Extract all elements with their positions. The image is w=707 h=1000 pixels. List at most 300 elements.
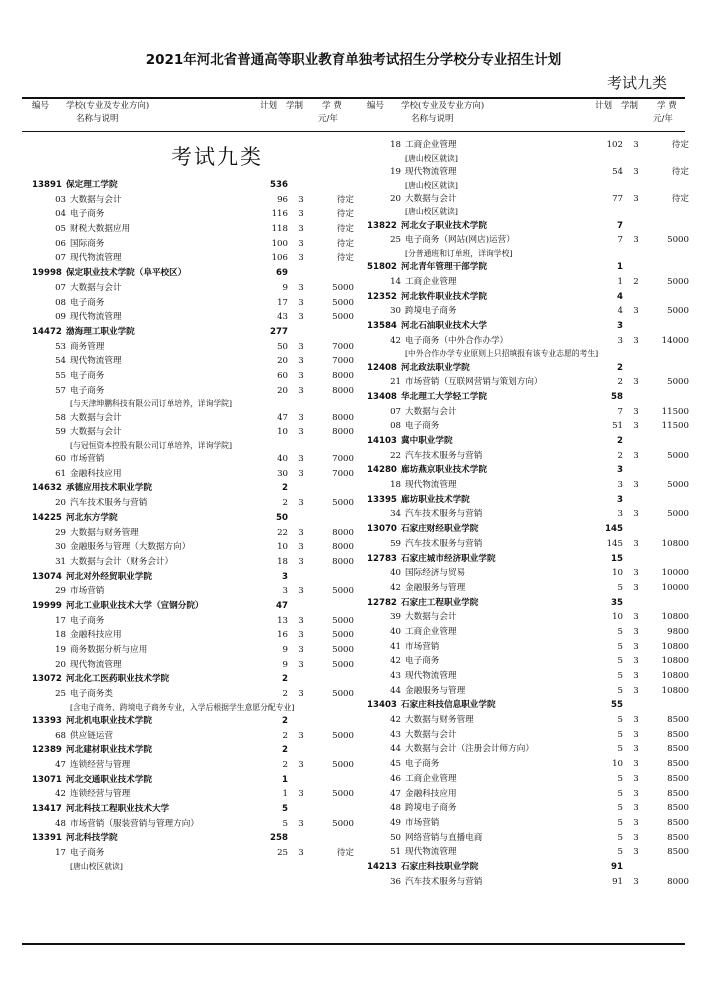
school-row bbox=[22, 831, 352, 846]
school-code: 14103 bbox=[367, 436, 397, 447]
school-row bbox=[22, 481, 352, 496]
plan-count: 2 bbox=[282, 745, 288, 756]
major-row bbox=[357, 334, 687, 349]
major-code: 45 bbox=[390, 759, 401, 770]
major-code: 58 bbox=[55, 412, 66, 423]
plan-count: 25 bbox=[277, 848, 288, 859]
plan-count: 3 bbox=[282, 571, 288, 582]
major-code: 07 bbox=[390, 406, 401, 417]
tuition-fee: 10800 bbox=[661, 612, 689, 623]
school-code: 12783 bbox=[367, 553, 397, 564]
major-name: 网络营销与直播电商 bbox=[405, 832, 483, 843]
major-note: [与天津坤鹏科技有限公司订单培养，详询学院] bbox=[70, 399, 233, 409]
school-row bbox=[357, 260, 687, 275]
school-code: 19999 bbox=[32, 600, 62, 611]
major-name: 现代物流管理 bbox=[405, 166, 457, 177]
plan-count: 15 bbox=[611, 553, 623, 564]
tuition-fee: 8500 bbox=[667, 759, 689, 770]
school-name: 河北政法职业学院 bbox=[401, 362, 470, 373]
plan-count: 7 bbox=[617, 220, 623, 231]
major-note: [分普通班和订单班，详询学校] bbox=[405, 249, 513, 259]
plan-count: 1 bbox=[282, 774, 288, 785]
major-row bbox=[357, 801, 687, 816]
major-code: 03 bbox=[55, 194, 66, 205]
major-name: 大数据与会计 bbox=[70, 194, 122, 205]
major-name: 电子商务 bbox=[405, 759, 440, 770]
school-name: 河北科技学院 bbox=[66, 833, 118, 844]
major-note: [唐山校区就读] bbox=[405, 207, 458, 217]
plan-count: 60 bbox=[277, 370, 288, 381]
major-row bbox=[357, 507, 687, 522]
school-row bbox=[22, 570, 352, 585]
plan-count: 5 bbox=[617, 744, 623, 755]
major-name: 跨境电子商务 bbox=[405, 803, 457, 814]
major-name: 现代物流管理 bbox=[70, 312, 122, 323]
major-code: 55 bbox=[55, 370, 66, 381]
header-years: 学制 bbox=[286, 101, 304, 111]
study-years: 3 bbox=[298, 630, 304, 641]
major-row bbox=[357, 625, 687, 640]
school-row bbox=[22, 773, 352, 788]
study-years: 3 bbox=[298, 253, 304, 264]
major-code: 20 bbox=[390, 193, 401, 204]
header-plan: 计划 bbox=[595, 101, 613, 111]
plan-count: 54 bbox=[612, 166, 623, 177]
major-code: 18 bbox=[390, 140, 401, 150]
study-years: 3 bbox=[633, 729, 639, 740]
major-name: 大数据与会计（注册会计师方向） bbox=[405, 744, 534, 755]
school-code: 13822 bbox=[367, 220, 397, 231]
study-years: 3 bbox=[298, 412, 304, 423]
major-row bbox=[22, 628, 352, 643]
study-years: 3 bbox=[298, 427, 304, 438]
major-row bbox=[357, 742, 687, 757]
major-row bbox=[22, 281, 352, 296]
major-row bbox=[22, 817, 352, 832]
major-code: 42 bbox=[55, 789, 66, 800]
major-row bbox=[22, 526, 352, 541]
plan-count: 77 bbox=[612, 193, 623, 204]
major-name: 大数据与会计 bbox=[70, 427, 122, 438]
major-row bbox=[22, 758, 352, 773]
plan-count: 3 bbox=[617, 509, 623, 520]
major-row bbox=[22, 467, 352, 482]
major-name: 电子商务 bbox=[70, 615, 105, 626]
major-code: 06 bbox=[55, 238, 66, 249]
major-name: 汽车技术服务与营销 bbox=[70, 498, 148, 509]
major-row bbox=[357, 772, 687, 787]
plan-count: 106 bbox=[271, 253, 288, 264]
school-code: 12352 bbox=[367, 291, 397, 302]
study-years: 3 bbox=[298, 542, 304, 553]
right-column-body bbox=[357, 138, 687, 889]
major-row bbox=[357, 566, 687, 581]
school-name: 河北对外经贸职业学院 bbox=[66, 571, 152, 582]
major-name: 市场营销 bbox=[405, 817, 440, 828]
header-fee: 学 费 bbox=[657, 101, 677, 111]
school-row bbox=[357, 698, 687, 713]
major-name: 连锁经营与管理 bbox=[70, 789, 131, 800]
major-code: 19 bbox=[55, 645, 66, 656]
school-row bbox=[22, 511, 352, 526]
major-code: 54 bbox=[55, 356, 66, 367]
study-years: 3 bbox=[298, 645, 304, 656]
major-row bbox=[22, 643, 352, 658]
plan-count: 5 bbox=[617, 788, 623, 799]
study-years: 3 bbox=[633, 480, 639, 491]
tuition-fee: 7000 bbox=[332, 468, 354, 479]
tuition-fee: 8500 bbox=[667, 729, 689, 740]
major-code: 20 bbox=[55, 659, 66, 670]
major-name: 电子商务类 bbox=[70, 689, 113, 700]
plan-count: 50 bbox=[277, 341, 288, 352]
study-years: 3 bbox=[633, 641, 639, 652]
study-years: 3 bbox=[298, 730, 304, 741]
tuition-fee: 11500 bbox=[661, 406, 689, 417]
plan-count: 55 bbox=[611, 700, 623, 711]
school-name: 石家庄工程职业学院 bbox=[401, 597, 479, 608]
tuition-fee: 8000 bbox=[332, 527, 354, 538]
major-code: 43 bbox=[390, 671, 401, 682]
major-row bbox=[357, 138, 687, 153]
major-name: 大数据与会计 bbox=[405, 406, 457, 417]
study-years: 3 bbox=[633, 759, 639, 770]
tuition-fee: 待定 bbox=[336, 224, 354, 235]
major-name: 电子商务 bbox=[70, 848, 105, 859]
school-row bbox=[22, 599, 352, 614]
major-code: 08 bbox=[55, 297, 66, 308]
header-plan: 计划 bbox=[260, 101, 278, 111]
tuition-fee: 10800 bbox=[661, 685, 689, 696]
major-code: 21 bbox=[390, 377, 401, 388]
category-tag: 考试九类 bbox=[606, 74, 667, 92]
plan-count: 10 bbox=[612, 759, 623, 770]
tuition-fee: 待定 bbox=[336, 253, 354, 264]
school-row bbox=[22, 672, 352, 687]
study-years: 3 bbox=[633, 671, 639, 682]
major-code: 05 bbox=[55, 224, 66, 235]
major-name: 大数据与会计 bbox=[405, 612, 457, 623]
plan-count: 3 bbox=[617, 335, 623, 346]
major-code: 14 bbox=[390, 276, 401, 287]
school-row bbox=[22, 743, 352, 758]
major-row bbox=[22, 584, 352, 599]
tuition-fee: 9800 bbox=[667, 626, 689, 637]
study-years: 3 bbox=[633, 193, 639, 204]
major-name: 市场营销（服装营销与管理方向） bbox=[70, 818, 199, 829]
tuition-fee: 10000 bbox=[661, 582, 689, 593]
tuition-fee: 8500 bbox=[667, 803, 689, 814]
plan-count: 5 bbox=[617, 847, 623, 858]
major-name: 汽车技术服务与营销 bbox=[405, 509, 483, 520]
plan-count: 2 bbox=[282, 483, 288, 494]
study-years: 3 bbox=[633, 235, 639, 246]
school-code: 13417 bbox=[32, 804, 62, 815]
major-name: 金融服务与管理 bbox=[405, 582, 466, 593]
header-fee-unit: 元/年 bbox=[653, 114, 673, 124]
header-fee-unit: 元/年 bbox=[318, 114, 338, 124]
major-name: 现代物流管理 bbox=[70, 659, 122, 670]
major-name: 供应链运营 bbox=[70, 730, 113, 741]
tuition-fee: 5000 bbox=[332, 498, 354, 509]
major-note: [唐山校区就读] bbox=[405, 180, 458, 190]
major-row bbox=[22, 614, 352, 629]
major-row bbox=[357, 537, 687, 552]
study-years: 3 bbox=[633, 335, 639, 346]
major-name: 金融科技应用 bbox=[70, 468, 122, 479]
major-row bbox=[357, 610, 687, 625]
major-row bbox=[22, 687, 352, 702]
school-code: 14213 bbox=[367, 861, 397, 872]
major-name: 电子商务 bbox=[70, 209, 105, 220]
major-code: 61 bbox=[55, 468, 66, 479]
major-row bbox=[22, 496, 352, 511]
study-years: 3 bbox=[298, 341, 304, 352]
school-name: 河北交通职业技术学院 bbox=[66, 774, 152, 785]
tuition-fee: 5000 bbox=[332, 297, 354, 308]
tuition-fee: 待定 bbox=[336, 848, 354, 859]
major-code: 40 bbox=[390, 568, 401, 579]
major-code: 51 bbox=[390, 847, 401, 858]
school-name: 河北青年管理干部学院 bbox=[401, 262, 487, 273]
tuition-fee: 5000 bbox=[332, 659, 354, 670]
school-name: 石家庄财经职业学院 bbox=[401, 524, 479, 535]
plan-count: 40 bbox=[277, 454, 288, 465]
major-name: 电子商务（中外合作办学） bbox=[405, 335, 509, 346]
major-row bbox=[357, 684, 687, 699]
major-code: 17 bbox=[55, 848, 66, 859]
plan-count: 5 bbox=[617, 626, 623, 637]
school-code: 51802 bbox=[367, 262, 397, 273]
major-row bbox=[357, 165, 687, 180]
major-note: [唐山校区就读] bbox=[70, 861, 123, 871]
study-years: 3 bbox=[633, 788, 639, 799]
study-years: 3 bbox=[298, 282, 304, 293]
header-school: 学校(专业及专业方向) bbox=[401, 101, 485, 111]
plan-count: 4 bbox=[617, 291, 623, 302]
major-code: 18 bbox=[390, 480, 401, 491]
tuition-fee: 7000 bbox=[332, 454, 354, 465]
major-code: 20 bbox=[55, 498, 66, 509]
major-row bbox=[22, 237, 352, 252]
plan-count: 50 bbox=[276, 512, 288, 523]
plan-count: 20 bbox=[277, 356, 288, 367]
plan-count: 2 bbox=[617, 377, 623, 388]
tuition-fee: 5000 bbox=[332, 730, 354, 741]
major-name: 电子商务 bbox=[405, 421, 440, 432]
major-name: 现代物流管理 bbox=[405, 671, 457, 682]
section-big-title: 考试九类 bbox=[171, 145, 263, 169]
major-code: 30 bbox=[55, 542, 66, 553]
tuition-fee: 5000 bbox=[667, 509, 689, 520]
plan-count: 7 bbox=[617, 235, 623, 246]
tuition-fee: 5000 bbox=[332, 630, 354, 641]
major-code: 36 bbox=[390, 876, 401, 887]
major-row bbox=[22, 296, 352, 311]
tuition-fee: 8000 bbox=[332, 556, 354, 567]
school-name: 河北工业职业技术大学（宣钢分院） bbox=[66, 600, 204, 611]
plan-count: 43 bbox=[277, 312, 288, 323]
major-row bbox=[22, 452, 352, 467]
major-name: 金融服务与管理 bbox=[405, 685, 466, 696]
plan-count: 2 bbox=[617, 450, 623, 461]
major-name: 大数据与会计 bbox=[70, 412, 122, 423]
school-name: 河北化工医药职业技术学院 bbox=[66, 674, 170, 685]
major-row bbox=[22, 658, 352, 673]
plan-count: 10 bbox=[277, 542, 288, 553]
major-code: 25 bbox=[390, 235, 401, 246]
school-code: 12408 bbox=[367, 362, 397, 373]
school-row bbox=[357, 361, 687, 376]
study-years: 3 bbox=[633, 656, 639, 667]
plan-count: 5 bbox=[617, 656, 623, 667]
study-years: 3 bbox=[298, 659, 304, 670]
major-code: 29 bbox=[55, 586, 66, 597]
major-code: 34 bbox=[390, 509, 401, 520]
plan-count: 3 bbox=[617, 465, 623, 476]
major-row bbox=[357, 816, 687, 831]
major-row bbox=[22, 384, 352, 399]
school-name: 廊坊职业技术学院 bbox=[401, 494, 470, 505]
plan-count: 145 bbox=[605, 524, 623, 535]
school-code: 12782 bbox=[367, 597, 397, 608]
major-name: 跨境电子商务 bbox=[405, 306, 457, 317]
school-row bbox=[357, 390, 687, 405]
school-row bbox=[357, 434, 687, 449]
major-row bbox=[22, 340, 352, 355]
major-name: 汽车技术服务与营销 bbox=[405, 538, 483, 549]
major-code: 07 bbox=[55, 282, 66, 293]
major-code: 42 bbox=[390, 335, 401, 346]
plan-count: 2 bbox=[282, 715, 288, 726]
study-years: 3 bbox=[633, 406, 639, 417]
major-code: 29 bbox=[55, 527, 66, 538]
school-row bbox=[22, 325, 352, 340]
major-name: 金融科技应用 bbox=[70, 630, 122, 641]
major-code: 17 bbox=[55, 615, 66, 626]
major-code: 48 bbox=[390, 803, 401, 814]
study-years: 3 bbox=[298, 238, 304, 249]
major-row bbox=[357, 405, 687, 420]
study-years: 3 bbox=[633, 773, 639, 784]
plan-count: 1 bbox=[282, 789, 288, 800]
tuition-fee: 5000 bbox=[332, 312, 354, 323]
study-years: 3 bbox=[298, 818, 304, 829]
school-row bbox=[357, 522, 687, 537]
major-row bbox=[357, 757, 687, 772]
major-row bbox=[22, 354, 352, 369]
study-years: 3 bbox=[633, 377, 639, 388]
school-row bbox=[22, 178, 352, 193]
major-name: 市场营销 bbox=[405, 641, 440, 652]
school-row bbox=[357, 493, 687, 508]
plan-count: 277 bbox=[270, 326, 288, 337]
plan-count: 5 bbox=[617, 729, 623, 740]
major-row bbox=[357, 304, 687, 319]
major-row bbox=[357, 375, 687, 390]
major-name: 工商企业管理 bbox=[405, 140, 457, 150]
major-name: 商务管理 bbox=[70, 341, 105, 352]
tuition-fee: 8000 bbox=[332, 385, 354, 396]
major-code: 59 bbox=[390, 538, 401, 549]
school-code: 13403 bbox=[367, 700, 397, 711]
tuition-fee: 7000 bbox=[332, 341, 354, 352]
study-years: 3 bbox=[298, 312, 304, 323]
major-name: 国际经济与贸易 bbox=[405, 568, 466, 579]
major-row bbox=[357, 478, 687, 493]
major-code: 44 bbox=[390, 685, 401, 696]
major-code: 43 bbox=[390, 729, 401, 740]
major-name: 商务数据分析与应用 bbox=[70, 645, 148, 656]
study-years: 3 bbox=[633, 685, 639, 696]
major-row bbox=[357, 713, 687, 728]
major-row bbox=[22, 729, 352, 744]
major-code: 04 bbox=[55, 209, 66, 220]
study-years: 3 bbox=[633, 166, 639, 177]
study-years: 3 bbox=[633, 568, 639, 579]
tuition-fee: 8500 bbox=[667, 847, 689, 858]
major-name: 现代物流管理 bbox=[70, 356, 122, 367]
study-years: 3 bbox=[298, 209, 304, 220]
plan-count: 10 bbox=[612, 568, 623, 579]
study-years: 3 bbox=[633, 421, 639, 432]
tuition-fee: 5000 bbox=[667, 306, 689, 317]
major-row bbox=[22, 251, 352, 266]
major-code: 08 bbox=[390, 421, 401, 432]
major-code: 25 bbox=[55, 689, 66, 700]
school-name: 河北石油职业技术大学 bbox=[401, 321, 487, 331]
plan-count: 258 bbox=[270, 833, 288, 844]
page-title: 2021年河北省普通高等职业教育单独考试招生分学校分专业招生计划 bbox=[145, 52, 562, 68]
study-years: 3 bbox=[633, 847, 639, 858]
tuition-fee: 10800 bbox=[661, 671, 689, 682]
major-row bbox=[22, 369, 352, 384]
header-code: 编号 bbox=[32, 101, 50, 111]
right-table bbox=[357, 138, 687, 889]
school-name: 河北女子职业技术学院 bbox=[401, 220, 487, 231]
study-years: 3 bbox=[633, 876, 639, 887]
major-code: 42 bbox=[390, 656, 401, 667]
major-row bbox=[22, 310, 352, 325]
study-years: 3 bbox=[298, 615, 304, 626]
tuition-fee: 5000 bbox=[667, 480, 689, 491]
major-code: 50 bbox=[390, 832, 401, 843]
plan-count: 102 bbox=[606, 140, 623, 150]
school-name: 石家庄科技信息职业学院 bbox=[401, 700, 496, 711]
plan-count: 5 bbox=[617, 803, 623, 814]
plan-count: 9 bbox=[282, 645, 288, 656]
tuition-fee: 待定 bbox=[336, 209, 354, 220]
major-name: 电子商务 bbox=[70, 385, 105, 396]
study-years: 3 bbox=[298, 224, 304, 235]
tuition-fee: 8000 bbox=[667, 876, 689, 887]
school-name: 河北东方学院 bbox=[66, 512, 118, 523]
plan-count: 5 bbox=[617, 817, 623, 828]
plan-count: 3 bbox=[617, 480, 623, 491]
major-code: 68 bbox=[55, 730, 66, 741]
major-code: 40 bbox=[390, 626, 401, 637]
school-row bbox=[22, 802, 352, 817]
school-code: 13891 bbox=[32, 180, 62, 190]
plan-count: 5 bbox=[617, 715, 623, 726]
major-code: 47 bbox=[390, 788, 401, 799]
right-column-header bbox=[357, 100, 687, 130]
major-code: 59 bbox=[55, 427, 66, 438]
header-code: 编号 bbox=[367, 101, 385, 111]
major-name: 大数据与会计 bbox=[405, 193, 457, 204]
school-code: 14472 bbox=[32, 326, 62, 337]
study-years: 3 bbox=[298, 370, 304, 381]
